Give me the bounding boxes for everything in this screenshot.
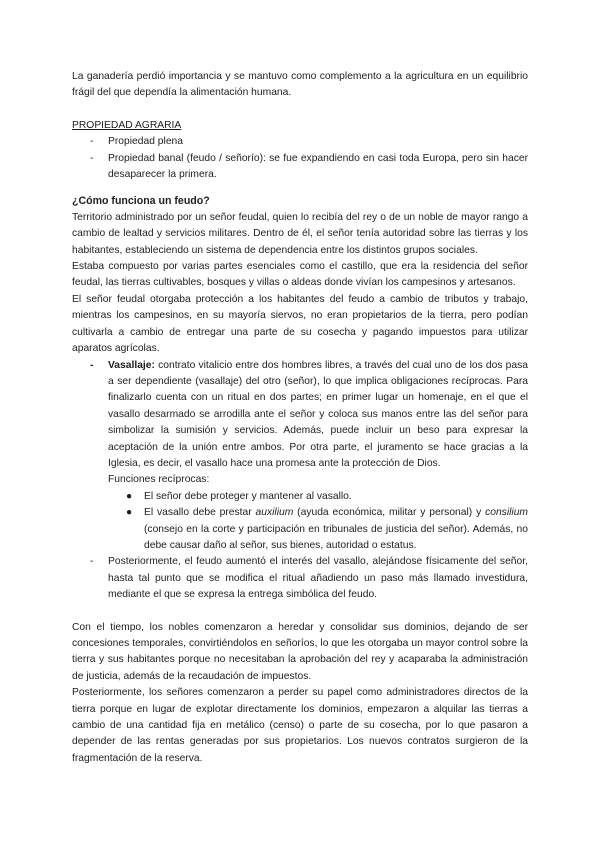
auxilium-term: auxilium bbox=[255, 507, 294, 519]
propiedad-heading: PROPIEDAD AGRARIA bbox=[72, 119, 182, 131]
list-item: - Vasallaje: contrato vitalicio entre dos hombres libres, a través del cual uno de los dos pasa a ser dependiente (vasallaje) del otro (señor), lo que implica obligaciones recíprocas. Para finalizarlo cuenta con un ritual en dos partes; en primer lugar un homenaje, en el que el vasallo desarmado se arrodilla ante el señor y coloca sus manos entre las del señor para simbolizar la sumisión y servicios. Además, puede incluir un beso para expresar la aceptación de la unión entre ambos. Por otra parte, el juramento se hace gracias a la Iglesia, es decir, el vasallo hace una promesa ante la protección de Dios. Funciones recíprocas: ● El señor debe proteger y mantener al vasallo. ● El vasallo debe prestar auxilium (ayuda económica, militar y personal) y consilium (consejo en la corte y participación en tribunales de justicia del señor). Además, no debe causar daño al señor, sus bienes, autoridad o estatus. bbox=[72, 358, 528, 555]
propiedad-list bbox=[72, 134, 528, 183]
funciones-label: Funciones recíprocas: bbox=[108, 474, 210, 486]
list-item: - Posteriormente, el feudo aumentó el interés del vasallo, alejándose físicamente del señor, hasta tal punto que se modifica el ritual añadiendo un paso más llamado investidura, mediante el que se expresa la entrega simbólica del feudo. bbox=[90, 556, 528, 601]
intro-paragraph: La ganadería perdió importancia y se mantuvo como complemento a la agricultura en un equilibrio frágil del que dependía la alimentación humana. bbox=[72, 71, 528, 99]
list-item: ● El vasallo debe prestar auxilium (ayuda económica, militar y personal) y consilium (consejo en la corte y participación en tribunales de justicia del señor). Además, no debe causar daño al señor, sus bienes, autoridad o estatus. bbox=[126, 507, 528, 551]
document-page bbox=[72, 69, 528, 767]
feudo-paragraph: El señor feudal otorgaba protección a los habitantes del feudo a cambio de tributos y trabajo, mientras los campesinos, en su mayoría siervos, no eran propietarios de la tierra, pero podían cultivarla a cambio de entregar una parte de su cosecha y pagando impuestos para utilizar aparatos agrícolas. bbox=[72, 293, 528, 355]
list-item: - Propiedad plena bbox=[90, 136, 183, 148]
closing-paragraph: Posteriormente, los señores comenzaron a perder su papel como administradores directos de la tierra porque en lugar de explotar directamente los dominios, empezaron a alquilar las tierras a cambio de una cantidad fija en metálico (censo) o parte de su cosecha, por lo que pasaron a depender de las rentas generadas por sus propietarios. Los nuevos contratos surgieron de la fragmentación de la reserva. bbox=[72, 687, 528, 764]
funciones-list bbox=[108, 489, 528, 555]
vasallaje-list bbox=[72, 358, 528, 604]
vasallaje-term: Vasallaje: bbox=[108, 359, 155, 371]
closing-paragraph: Con el tiempo, los nobles comenzaron a heredar y consolidar sus dominios, dejando de ser concesiones temporales, convirtiéndolos en señoríos, lo que les otorgaba un mayor control sobre la tierra y sus habitantes porque no necesitaban la aprobación del rey y acaparaba la administración de justicia, además de la recaudación de impuestos. bbox=[72, 621, 528, 682]
feudo-paragraph: Estaba compuesto por varias partes esenciales como el castillo, que era la residencia del señor feudal, las tierras cultivables, bosques y villas o aldeas donde vivían los campesinos y artesanos. bbox=[72, 261, 528, 289]
vasallaje-text: contrato vitalicio entre dos hombres libres, a través del cual uno de los dos pasa a ser dependiente (vasallaje) del otro (señor), lo que implica obligaciones recíprocas. Para finalizarlo cuenta con un ritual en dos partes; en primer lugar un homenaje, en el que el vasallo desarmado se arrodilla ante el señor y coloca sus manos entre las del señor para simbolizar la sumisión y servicios. Además, puede incluir un beso para expresar la aceptación de la unión entre ambos. Por otra parte, el juramento se hace gracias a la Iglesia, es decir, el vasallo hace una promesa ante la protección de Dios. bbox=[108, 359, 528, 469]
consilium-term: consilium bbox=[485, 507, 528, 519]
feudo-paragraph: Territorio administrado por un señor feudal, quien lo recibía del rey o de un noble de mayor rango a cambio de lealtad y servicios militares. Dentro de él, el señor tenía autoridad sobre las tierras y los habitantes, estableciendo un sistema de dependencia entre los distintos grupos sociales. bbox=[72, 211, 528, 256]
list-item: - Propiedad banal (feudo / señorío): se fue expandiendo en casi toda Europa, pero sin hacer desaparecer la primera. bbox=[90, 152, 528, 181]
feudo-heading: ¿Cómo funciona un feudo? bbox=[72, 195, 210, 208]
list-item: ● El señor debe proteger y mantener al vasallo. bbox=[126, 490, 352, 502]
